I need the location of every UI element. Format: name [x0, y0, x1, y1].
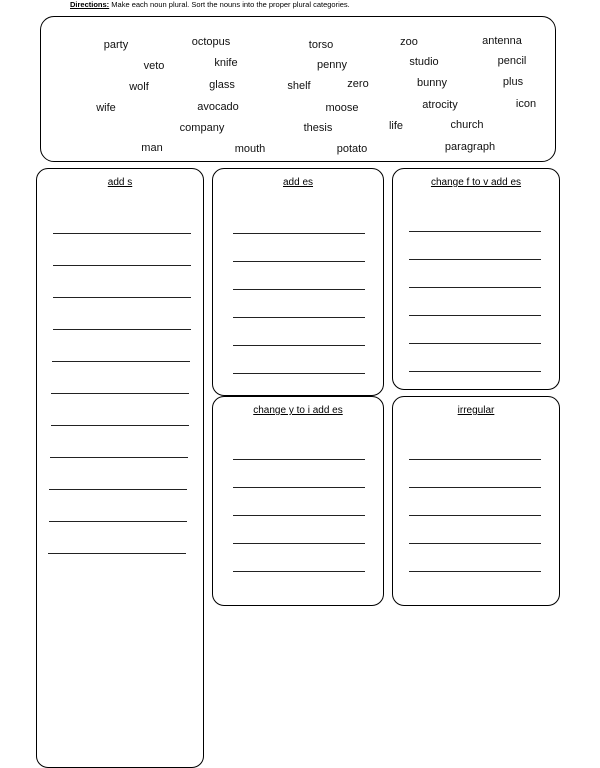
word-bank-item: antenna [482, 35, 522, 47]
directions-text: Make each noun plural. Sort the nouns into the proper plural categories. [109, 0, 350, 9]
word-bank-item: avocado [197, 101, 239, 113]
answer-line[interactable] [233, 459, 365, 460]
word-bank-item: wolf [129, 81, 149, 93]
answer-lines-irregular[interactable] [393, 397, 559, 605]
category-title-change-y-to-i-add-es: change y to i add es [253, 405, 343, 416]
word-bank-item: penny [317, 59, 347, 71]
answer-line[interactable] [233, 345, 365, 346]
word-bank-item: moose [325, 102, 359, 114]
word-bank-item: studio [409, 56, 439, 68]
answer-line[interactable] [48, 553, 186, 554]
word-bank-item: paragraph [444, 141, 496, 153]
word-bank-item: glass [209, 79, 235, 91]
answer-line[interactable] [49, 521, 187, 522]
answer-line[interactable] [51, 393, 189, 394]
word-bank-item: pencil [497, 55, 527, 67]
word-bank-item: atrocity [422, 99, 458, 111]
answer-line[interactable] [409, 543, 541, 544]
directions [70, 0, 530, 9]
answer-line[interactable] [233, 571, 365, 572]
answer-line[interactable] [409, 315, 541, 316]
answer-line[interactable] [409, 259, 541, 260]
word-bank-item: life [388, 120, 404, 132]
answer-lines-add-es[interactable] [213, 169, 383, 395]
word-bank-item: octopus [191, 36, 231, 48]
answer-line[interactable] [233, 233, 365, 234]
answer-line[interactable] [53, 297, 191, 298]
answer-line[interactable] [409, 371, 541, 372]
word-bank-item: bunny [417, 77, 447, 89]
category-box-add-s[interactable] [36, 168, 204, 768]
answer-line[interactable] [53, 265, 191, 266]
directions-label: Directions: [70, 0, 110, 9]
answer-line[interactable] [53, 233, 191, 234]
category-title-irregular: irregular [457, 405, 495, 416]
word-bank-words [41, 17, 555, 161]
category-box-add-es[interactable] [212, 168, 384, 396]
word-bank-item: party [103, 39, 129, 51]
word-bank-item: mouth [234, 143, 266, 155]
answer-line[interactable] [49, 489, 187, 490]
word-bank-item: plus [502, 76, 524, 88]
answer-line[interactable] [233, 543, 365, 544]
word-bank-item: man [141, 142, 163, 154]
category-title-change-f-to-v-add-es: change f to v add es [430, 177, 522, 188]
word-bank-item: shelf [287, 80, 311, 92]
answer-line[interactable] [51, 425, 189, 426]
word-bank-item: icon [515, 98, 537, 110]
answer-line[interactable] [233, 289, 365, 290]
word-bank-item: torso [308, 39, 334, 51]
word-bank-item: veto [143, 60, 165, 72]
category-title-add-s: add s [107, 177, 133, 188]
answer-line[interactable] [233, 317, 365, 318]
category-title-add-es: add es [282, 177, 314, 188]
answer-line[interactable] [409, 515, 541, 516]
answer-line[interactable] [409, 231, 541, 232]
answer-line[interactable] [233, 373, 365, 374]
answer-line[interactable] [52, 361, 190, 362]
category-box-irregular[interactable] [392, 396, 560, 606]
category-box-change-y-to-i-add-es[interactable] [212, 396, 384, 606]
answer-lines-add-s[interactable] [37, 169, 203, 767]
word-bank-item: church [450, 119, 484, 131]
word-bank-item: potato [336, 143, 368, 155]
word-bank-item: company [179, 122, 225, 134]
answer-line[interactable] [409, 487, 541, 488]
word-bank [40, 16, 556, 162]
answer-line[interactable] [53, 329, 191, 330]
answer-line[interactable] [233, 487, 365, 488]
answer-line[interactable] [409, 287, 541, 288]
answer-line[interactable] [50, 457, 188, 458]
answer-line[interactable] [409, 459, 541, 460]
answer-lines-change-y-to-i-add-es[interactable] [213, 397, 383, 605]
word-bank-item: wife [96, 102, 116, 114]
answer-line[interactable] [409, 343, 541, 344]
word-bank-item: knife [214, 57, 238, 69]
answer-line[interactable] [233, 261, 365, 262]
answer-line[interactable] [233, 515, 365, 516]
category-box-change-f-to-v-add-es[interactable] [392, 168, 560, 390]
word-bank-item: thesis [303, 122, 333, 134]
answer-lines-change-f-to-v-add-es[interactable] [393, 169, 559, 389]
word-bank-item: zero [347, 78, 369, 90]
answer-line[interactable] [409, 571, 541, 572]
word-bank-item: zoo [400, 36, 418, 48]
